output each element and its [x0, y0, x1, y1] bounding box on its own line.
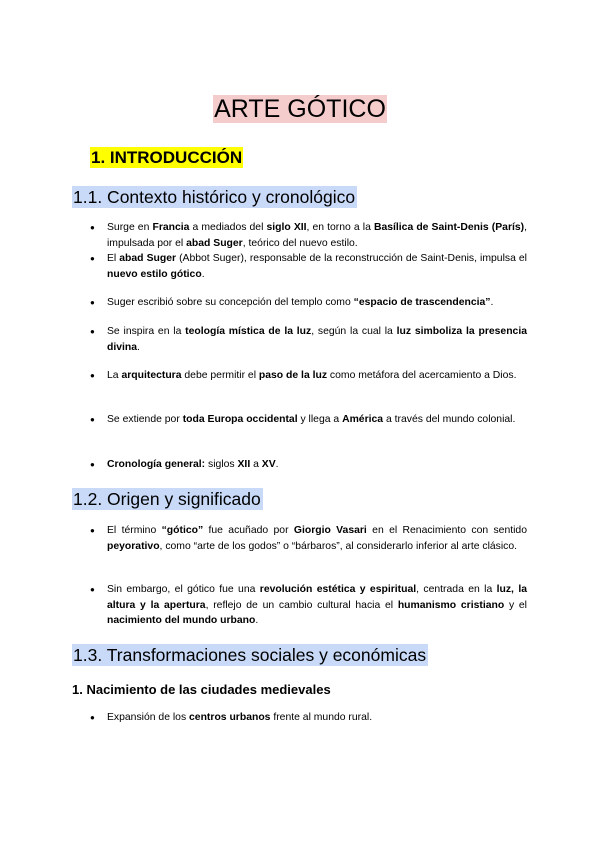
bullet-marker: ●	[90, 585, 95, 594]
list-item: La arquitectura debe permitir el paso de la luz como metáfora del acercamiento a Dios.	[107, 370, 517, 381]
bullet-marker: ●	[90, 460, 95, 469]
list-item: Cronología general: siglos XII a XV.	[107, 459, 279, 470]
subsection-heading-transformaciones: 1.3. Transformaciones sociales y económicas	[73, 645, 427, 665]
list-item: El abad Suger (Abbot Suger), responsable de la reconstrucción de Saint-Denis, impulsa el nuevo estilo gótico.	[107, 253, 527, 280]
list-item: Se inspira en la teología mística de la luz, según la cual la luz simboliza la presencia divina.	[107, 326, 527, 353]
subsubsection-heading-ciudades: 1. Nacimiento de las ciudades medievales	[72, 682, 331, 697]
list-item: El término “gótico” fue acuñado por Giorgio Vasari en el Renacimiento con sentido peyorativo, como “arte de los godos” o “bárbaros”, al considerarlo inferior al arte clásico.	[107, 525, 527, 552]
bullet-marker: ●	[90, 223, 95, 232]
list-item: Se extiende por toda Europa occidental y llega a América a través del mundo colonial.	[107, 414, 516, 425]
list-item: Expansión de los centros urbanos frente al mundo rural.	[107, 712, 373, 723]
list-item: Suger escribió sobre su concepción del templo como “espacio de trascendencia”.	[107, 297, 494, 308]
subsection-heading-contexto: 1.1. Contexto histórico y cronológico	[73, 187, 356, 207]
bullet-marker: ●	[90, 298, 95, 307]
document-title: ARTE GÓTICO	[214, 95, 386, 123]
list-item: Surge en Francia a mediados del siglo XII, en torno a la Basílica de Saint-Denis (París), impulsada por el abad Suger, teórico del nuevo estilo.	[107, 222, 528, 249]
list-item: Sin embargo, el gótico fue una revolución estética y espiritual, centrada en la luz, la altura y la apertura, reflejo de un cambio cultural hacia el humanismo cristiano y el nacimiento del mundo urbano.	[107, 584, 527, 626]
bullet-marker: ●	[90, 526, 95, 535]
bullet-marker: ●	[90, 371, 95, 380]
bullet-marker: ●	[90, 327, 95, 336]
bullet-marker: ●	[90, 254, 95, 263]
bullet-marker: ●	[90, 415, 95, 424]
subsection-heading-origen: 1.2. Origen y significado	[73, 489, 261, 509]
bullet-marker: ●	[90, 713, 95, 722]
title-wrap	[0, 95, 600, 123]
section-heading-introduccion: 1. INTRODUCCIÓN	[91, 148, 243, 167]
